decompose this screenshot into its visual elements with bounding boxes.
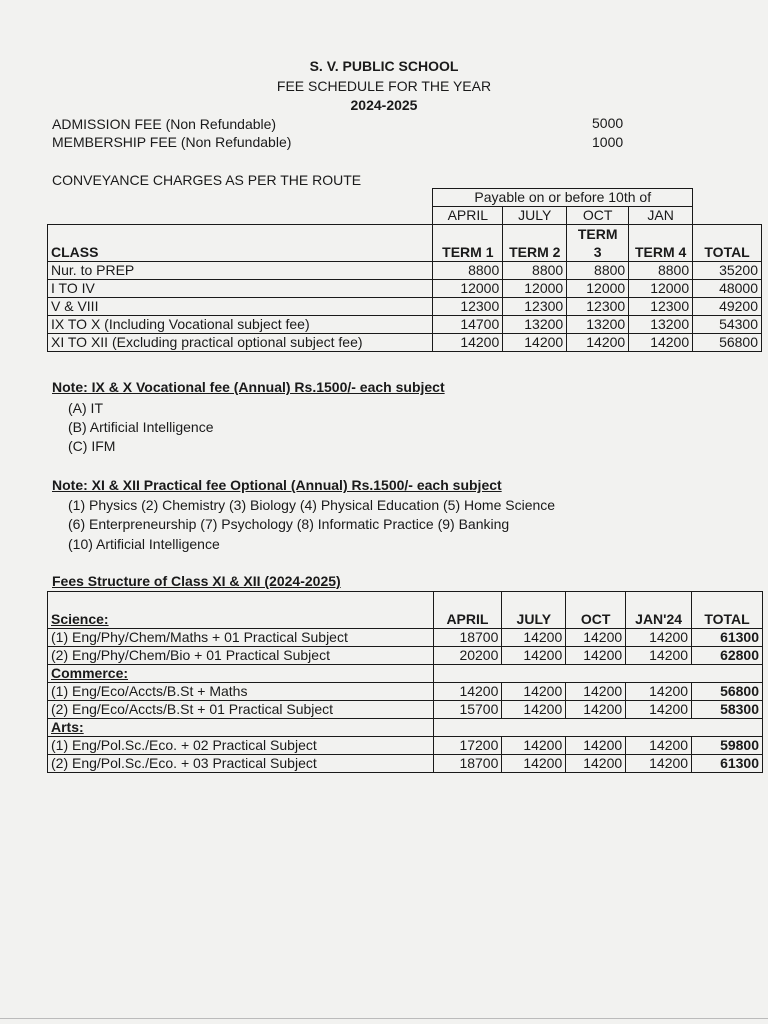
subject-combination: (1) Eng/Pol.Sc./Eco. + 02 Practical Subject [48,737,434,755]
class-name: V & VIII [48,298,433,316]
installment-fee: 14200 [433,683,502,701]
term1-column-header: TERM 1 [433,225,503,262]
table-row [48,737,763,755]
total-fee: 62800 [692,647,763,665]
term-fee: 14200 [433,334,503,352]
installment-fee: 14200 [566,629,626,647]
table-row [48,647,763,665]
installment-fee: 14200 [502,683,566,701]
month-oct: OCT [567,207,629,225]
term-fee: 12300 [629,298,693,316]
table-row [48,755,763,773]
vocational-fee-note: Note: IX & X Vocational fee (Annual) Rs.1500/- each subject [52,379,445,395]
class-name: I TO IV [48,280,433,298]
installment-fee: 14200 [566,701,626,719]
term-fee: 12000 [629,280,693,298]
table-row [48,683,763,701]
column-header-row [48,225,762,262]
term-fee: 14700 [433,316,503,334]
admission-fee-amount: 5000 [592,115,624,131]
installment-fee: 14200 [502,647,566,665]
month-april: APRIL [433,207,503,225]
class-name: IX TO X (Including Vocational subject fee) [48,316,433,334]
column-oct: OCT [566,592,626,629]
scan-edge-divider [0,1018,768,1019]
term-fee: 12300 [433,298,503,316]
vocational-subject-item: (A) IT [68,400,103,416]
table-row [48,262,762,280]
subject-combination: (2) Eng/Eco/Accts/B.St + 01 Practical Subject [48,701,434,719]
installment-fee: 14200 [502,737,566,755]
term-fee: 12000 [567,280,629,298]
installment-fee: 14200 [626,755,692,773]
section-row [48,719,763,737]
total-fee: 59800 [692,737,763,755]
section-arts: Arts: [48,719,434,737]
payable-group-header: Payable on or before 10th of [433,189,693,207]
subject-combination: (2) Eng/Pol.Sc./Eco. + 03 Practical Subject [48,755,434,773]
admission-fee-label: ADMISSION FEE (Non Refundable) [52,116,277,132]
term-fee: 12300 [567,298,629,316]
installment-fee: 14200 [566,683,626,701]
total-fee: 54300 [693,316,762,334]
table-row [48,629,763,647]
fee-schedule-table [47,188,762,352]
month-jan: JAN [629,207,693,225]
payable-header-row [48,189,762,207]
term3-column-header: TERM 3 [567,225,629,262]
schedule-subtitle: FEE SCHEDULE FOR THE YEAR [276,78,492,94]
installment-fee: 14200 [626,647,692,665]
term-fee: 14200 [567,334,629,352]
installment-fee: 14200 [502,755,566,773]
installment-fee: 14200 [626,737,692,755]
total-fee: 56800 [692,683,763,701]
practical-subject-line: (1) Physics (2) Chemistry (3) Biology (4) Physical Education (5) Home Science [68,497,556,513]
subject-combination: (1) Eng/Phy/Chem/Maths + 01 Practical Subject [48,629,434,647]
installment-fee: 14200 [626,629,692,647]
fees-structure-table [47,591,763,773]
term-fee: 8800 [567,262,629,280]
vocational-subject-item: (B) Artificial Intelligence [68,419,214,435]
total-fee: 61300 [692,629,763,647]
months-header-row [48,207,762,225]
schedule-year: 2024-2025 [350,97,418,113]
vocational-subject-item: (C) IFM [68,438,116,454]
practical-subject-line: (6) Enterpreneurship (7) Psychology (8) Informatic Practice (9) Banking [68,516,510,532]
installment-fee: 18700 [433,629,502,647]
practical-fee-note: Note: XI & XII Practical fee Optional (Annual) Rs.1500/- each subject [52,477,502,493]
table-row [48,280,762,298]
installment-fee: 18700 [433,755,502,773]
term-fee: 13200 [567,316,629,334]
installment-fee: 14200 [626,701,692,719]
school-name: S. V. PUBLIC SCHOOL [309,58,459,74]
section-row [48,665,763,683]
column-jan24: JAN'24 [626,592,692,629]
column-april: APRIL [433,592,502,629]
fees-structure-title: Fees Structure of Class XI & XII (2024-2025) [52,573,341,589]
section-science: Science: [48,592,434,629]
table-row [48,701,763,719]
term-fee: 8800 [503,262,567,280]
total-fee: 48000 [693,280,762,298]
table-row [48,298,762,316]
section-commerce: Commerce: [48,665,434,683]
installment-fee: 15700 [433,701,502,719]
installment-fee: 14200 [566,647,626,665]
term-fee: 14200 [629,334,693,352]
installment-fee: 14200 [566,755,626,773]
total-fee: 56800 [693,334,762,352]
conveyance-note: CONVEYANCE CHARGES AS PER THE ROUTE [52,172,362,188]
total-fee: 58300 [692,701,763,719]
structure-header-row [48,592,763,629]
term-fee: 8800 [433,262,503,280]
total-fee: 49200 [693,298,762,316]
installment-fee: 14200 [502,701,566,719]
class-name: XI TO XII (Excluding practical optional subject fee) [48,334,433,352]
term4-column-header: TERM 4 [629,225,693,262]
installment-fee: 14200 [566,737,626,755]
term-fee: 12000 [433,280,503,298]
installment-fee: 14200 [626,683,692,701]
term-fee: 13200 [629,316,693,334]
term-fee: 12000 [503,280,567,298]
practical-subject-line: (10) Artificial Intelligence [68,536,220,552]
table-row [48,334,762,352]
subject-combination: (1) Eng/Eco/Accts/B.St + Maths [48,683,434,701]
class-column-header: CLASS [48,225,433,262]
installment-fee: 17200 [433,737,502,755]
column-july: JULY [502,592,566,629]
class-name: Nur. to PREP [48,262,433,280]
membership-fee-label: MEMBERSHIP FEE (Non Refundable) [52,134,292,150]
term-fee: 12300 [503,298,567,316]
installment-fee: 20200 [433,647,502,665]
term-fee: 8800 [629,262,693,280]
term-fee: 14200 [503,334,567,352]
membership-fee-amount: 1000 [592,134,624,150]
total-fee: 35200 [693,262,762,280]
column-total: TOTAL [692,592,763,629]
term2-column-header: TERM 2 [503,225,567,262]
total-column-header: TOTAL [693,225,762,262]
total-fee: 61300 [692,755,763,773]
month-july: JULY [503,207,567,225]
term-fee: 13200 [503,316,567,334]
subject-combination: (2) Eng/Phy/Chem/Bio + 01 Practical Subject [48,647,434,665]
installment-fee: 14200 [502,629,566,647]
table-row [48,316,762,334]
